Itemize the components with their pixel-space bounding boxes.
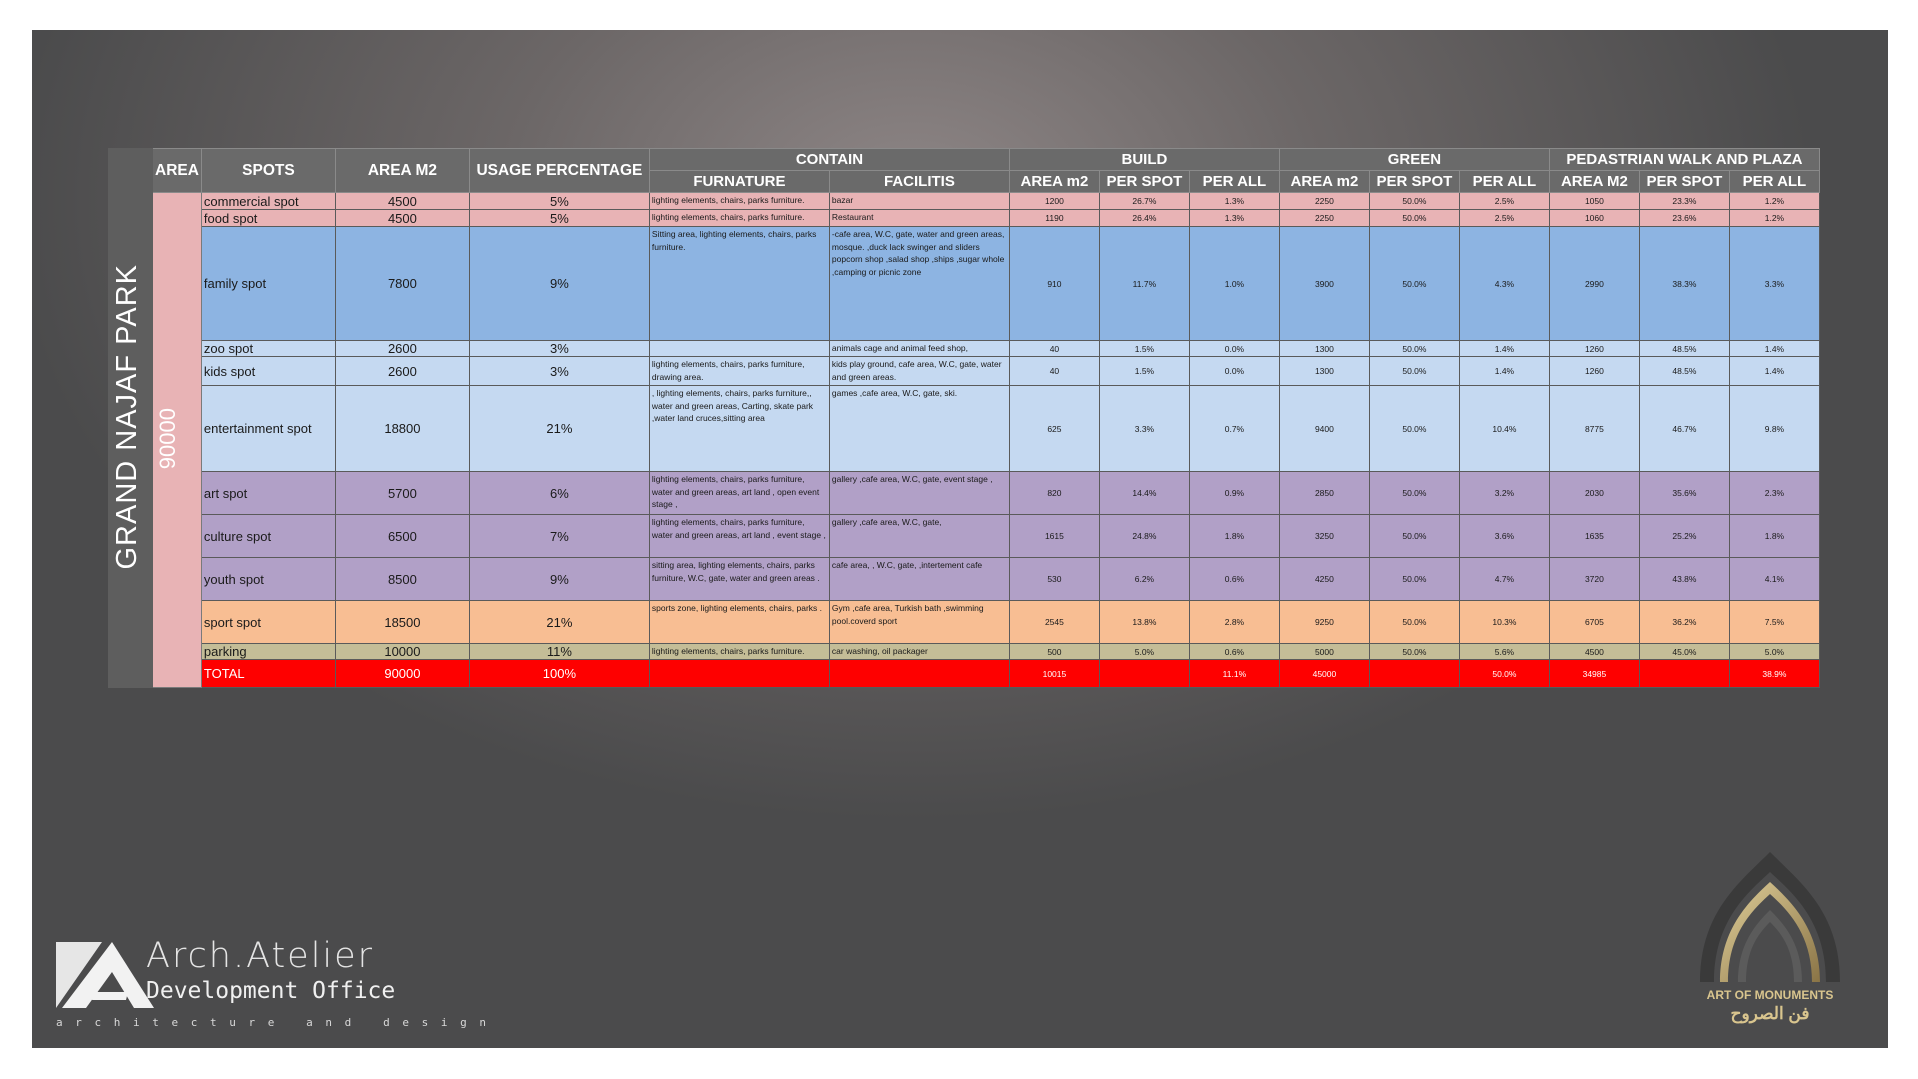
spot-area: 7800: [335, 227, 469, 341]
facilitis-cell: bazar: [829, 193, 1009, 210]
logo-line3: a r c h i t e c t u r e a n d d e s i g n: [56, 1016, 490, 1029]
build-area: 40: [1009, 357, 1099, 386]
green-per-all: 1.4%: [1459, 357, 1549, 386]
build-per-all: 1.3%: [1189, 210, 1279, 227]
spot-name: zoo spot: [201, 341, 335, 357]
furnature-cell: lighting elements, chairs, parks furniture.: [649, 210, 829, 227]
ped-area: 1060: [1549, 210, 1639, 227]
header-spots: SPOTS: [201, 149, 335, 193]
green-per-spot: 50.0%: [1369, 472, 1459, 515]
spot-name: family spot: [201, 227, 335, 341]
green-per-spot: 50.0%: [1369, 644, 1459, 660]
furnature-cell: lighting elements, chairs, parks furniture.: [649, 193, 829, 210]
ped-area: 1050: [1549, 193, 1639, 210]
green-per-all: 10.4%: [1459, 386, 1549, 472]
logo-right-name-en: ART OF MONUMENTS: [1706, 988, 1834, 1002]
build-area: 500: [1009, 644, 1099, 660]
facilitis-cell: kids play ground, cafe area, W.C, gate, water and green areas.: [829, 357, 1009, 386]
logo-right-name-ar: فن الصروح: [1730, 1004, 1810, 1023]
facilitis-cell: gallery ,cafe area, W.C, gate,: [829, 515, 1009, 558]
facilitis-cell: Restaurant: [829, 210, 1009, 227]
header-build-area: AREA m2: [1009, 171, 1099, 193]
build-area: 625: [1009, 386, 1099, 472]
ped-per-spot: 23.3%: [1639, 193, 1729, 210]
spot-name: food spot: [201, 210, 335, 227]
green-per-spot: 50.0%: [1369, 558, 1459, 601]
spot-name: commercial spot: [201, 193, 335, 210]
ped-per-all: 1.4%: [1729, 357, 1819, 386]
furnature-cell: sports zone, lighting elements, chairs, parks .: [649, 601, 829, 644]
green-per-all: 2.5%: [1459, 210, 1549, 227]
build-area: 40: [1009, 341, 1099, 357]
ped-area: 6705: [1549, 601, 1639, 644]
furnature-cell: sitting area, lighting elements, chairs, parks furniture, W.C, gate, water and green areas .: [649, 558, 829, 601]
green-area: 3900: [1279, 227, 1369, 341]
park-name-cell: [109, 149, 153, 688]
usage-percentage: 9%: [469, 558, 649, 601]
park-area-table-container: [108, 148, 1820, 688]
ped-per-all: 1.2%: [1729, 210, 1819, 227]
green-per-all: 1.4%: [1459, 341, 1549, 357]
ped-per-all: 4.1%: [1729, 558, 1819, 601]
spot-name: art spot: [201, 472, 335, 515]
facilitis-cell: games ,cafe area, W.C, gate, ski.: [829, 386, 1009, 472]
green-per-spot: 50.0%: [1369, 515, 1459, 558]
build-area: 530: [1009, 558, 1099, 601]
logo-line2: Development Office: [146, 978, 396, 1004]
furnature-cell: lighting elements, chairs, parks furniture, water and green areas, art land , event stage ,: [649, 515, 829, 558]
build-area: 1190: [1009, 210, 1099, 227]
usage-percentage: 100%: [469, 660, 649, 688]
green-area: 3250: [1279, 515, 1369, 558]
arch-monument-icon: [1690, 852, 1850, 992]
header-ped-per-all: PER ALL: [1729, 171, 1819, 193]
header-facilitis: FACILITIS: [829, 171, 1009, 193]
ped-per-spot: [1639, 660, 1729, 688]
header-row-1: [109, 149, 1820, 171]
green-per-all: 3.2%: [1459, 472, 1549, 515]
spot-name: sport spot: [201, 601, 335, 644]
green-area: 45000: [1279, 660, 1369, 688]
build-per-all: 11.1%: [1189, 660, 1279, 688]
build-area: 1615: [1009, 515, 1099, 558]
build-per-all: 0.0%: [1189, 341, 1279, 357]
green-per-all: 5.6%: [1459, 644, 1549, 660]
build-per-all: 1.0%: [1189, 227, 1279, 341]
build-per-all: 0.7%: [1189, 386, 1279, 472]
ped-area: 8775: [1549, 386, 1639, 472]
build-per-spot: 13.8%: [1099, 601, 1189, 644]
spot-area: 90000: [335, 660, 469, 688]
facilitis-cell: [829, 660, 1009, 688]
build-per-spot: 14.4%: [1099, 472, 1189, 515]
spot-name: TOTAL: [201, 660, 335, 688]
ped-per-all: 38.9%: [1729, 660, 1819, 688]
header-ped-per-spot: PER SPOT: [1639, 171, 1729, 193]
ped-per-all: 9.8%: [1729, 386, 1819, 472]
ped-per-all: 5.0%: [1729, 644, 1819, 660]
header-green-per-spot: PER SPOT: [1369, 171, 1459, 193]
ped-area: 2990: [1549, 227, 1639, 341]
table-row: [109, 515, 1820, 558]
ped-per-spot: 25.2%: [1639, 515, 1729, 558]
green-per-spot: 50.0%: [1369, 227, 1459, 341]
build-per-spot: 5.0%: [1099, 644, 1189, 660]
header-contain: CONTAIN: [649, 149, 1009, 171]
ped-per-all: 2.3%: [1729, 472, 1819, 515]
ped-per-spot: 46.7%: [1639, 386, 1729, 472]
green-per-spot: [1369, 660, 1459, 688]
furnature-cell: lighting elements, chairs, parks furniture, drawing area.: [649, 357, 829, 386]
green-per-all: 2.5%: [1459, 193, 1549, 210]
spot-area: 4500: [335, 210, 469, 227]
header-green-per-all: PER ALL: [1459, 171, 1549, 193]
green-area: 2250: [1279, 210, 1369, 227]
spot-area: 2600: [335, 341, 469, 357]
ped-per-spot: 36.2%: [1639, 601, 1729, 644]
park-area-table: [108, 148, 1820, 688]
header-area-m2: AREA M2: [335, 149, 469, 193]
header-green: GREEN: [1279, 149, 1549, 171]
build-per-spot: 1.5%: [1099, 341, 1189, 357]
usage-percentage: 11%: [469, 644, 649, 660]
table-row: [109, 227, 1820, 341]
usage-percentage: 21%: [469, 386, 649, 472]
build-per-all: 0.6%: [1189, 558, 1279, 601]
header-area: AREA: [153, 149, 202, 193]
area-total-label: 90000: [155, 407, 180, 470]
green-area: 2250: [1279, 193, 1369, 210]
ped-per-spot: 45.0%: [1639, 644, 1729, 660]
spot-area: 4500: [335, 193, 469, 210]
spot-name: entertainment spot: [201, 386, 335, 472]
build-per-all: 2.8%: [1189, 601, 1279, 644]
facilitis-cell: cafe area, , W.C, gate, ,intertement cafe: [829, 558, 1009, 601]
spot-name: culture spot: [201, 515, 335, 558]
build-per-all: 1.8%: [1189, 515, 1279, 558]
ped-per-all: 3.3%: [1729, 227, 1819, 341]
table-row: [109, 193, 1820, 210]
ped-area: 3720: [1549, 558, 1639, 601]
logo-line1: Arch.Atelier: [146, 936, 375, 976]
ped-per-spot: 38.3%: [1639, 227, 1729, 341]
build-per-spot: 24.8%: [1099, 515, 1189, 558]
spot-area: 10000: [335, 644, 469, 660]
ped-area: 1635: [1549, 515, 1639, 558]
green-per-spot: 50.0%: [1369, 357, 1459, 386]
facilitis-cell: gallery ,cafe area, W.C, gate, event stage ,: [829, 472, 1009, 515]
art-of-monuments-logo: [1690, 852, 1850, 1032]
table-row: [109, 472, 1820, 515]
spot-area: 8500: [335, 558, 469, 601]
header-build-per-all: PER ALL: [1189, 171, 1279, 193]
ped-per-all: 1.8%: [1729, 515, 1819, 558]
furnature-cell: [649, 660, 829, 688]
total-row: [109, 660, 1820, 688]
green-per-spot: 50.0%: [1369, 210, 1459, 227]
usage-percentage: 7%: [469, 515, 649, 558]
green-per-all: 50.0%: [1459, 660, 1549, 688]
facilitis-cell: -cafe area, W.C, gate, water and green areas, mosque. ,duck lack swinger and sliders popcorn shop ,salad shop ,ships ,sugar whole ,camping or picnic zone: [829, 227, 1009, 341]
build-per-spot: 11.7%: [1099, 227, 1189, 341]
green-per-all: 4.7%: [1459, 558, 1549, 601]
green-area: 1300: [1279, 357, 1369, 386]
ped-per-spot: 35.6%: [1639, 472, 1729, 515]
usage-percentage: 3%: [469, 341, 649, 357]
spot-area: 6500: [335, 515, 469, 558]
header-ped-area: AREA M2: [1549, 171, 1639, 193]
area-total-cell: [153, 193, 202, 688]
header-furnature: FURNATURE: [649, 171, 829, 193]
ped-per-spot: 23.6%: [1639, 210, 1729, 227]
spot-area: 18500: [335, 601, 469, 644]
build-per-all: 1.3%: [1189, 193, 1279, 210]
build-per-spot: 26.4%: [1099, 210, 1189, 227]
table-row: [109, 558, 1820, 601]
build-area: 2545: [1009, 601, 1099, 644]
arch-atelier-mark-icon: [56, 942, 158, 1008]
header-usage-percentage: USAGE PERCENTAGE: [469, 149, 649, 193]
park-name-label: GRAND NAJAF PARK: [111, 263, 143, 570]
ped-area: 1260: [1549, 341, 1639, 357]
usage-percentage: 5%: [469, 210, 649, 227]
green-area: 9400: [1279, 386, 1369, 472]
ped-area: 34985: [1549, 660, 1639, 688]
usage-percentage: 5%: [469, 193, 649, 210]
ped-area: 4500: [1549, 644, 1639, 660]
ped-per-spot: 48.5%: [1639, 341, 1729, 357]
facilitis-cell: Gym ,cafe area, Turkish bath ,swimming pool.coverd sport: [829, 601, 1009, 644]
usage-percentage: 3%: [469, 357, 649, 386]
furnature-cell: lighting elements, chairs, parks furniture.: [649, 644, 829, 660]
table-row: [109, 644, 1820, 660]
furnature-cell: , lighting elements, chairs, parks furniture,, water and green areas, Carting, skate park ,water land cruces,sitting area: [649, 386, 829, 472]
ped-per-all: 7.5%: [1729, 601, 1819, 644]
build-per-all: 0.6%: [1189, 644, 1279, 660]
build-per-spot: 26.7%: [1099, 193, 1189, 210]
facilitis-cell: car washing, oil packager: [829, 644, 1009, 660]
green-area: 2850: [1279, 472, 1369, 515]
build-area: 10015: [1009, 660, 1099, 688]
green-area: 9250: [1279, 601, 1369, 644]
header-pedestrian: PEDASTRIAN WALK AND PLAZA: [1549, 149, 1819, 171]
ped-per-spot: 43.8%: [1639, 558, 1729, 601]
table-row: [109, 386, 1820, 472]
ped-per-all: 1.2%: [1729, 193, 1819, 210]
header-green-area: AREA m2: [1279, 171, 1369, 193]
ped-area: 2030: [1549, 472, 1639, 515]
green-per-all: 3.6%: [1459, 515, 1549, 558]
build-per-spot: 1.5%: [1099, 357, 1189, 386]
build-per-all: 0.0%: [1189, 357, 1279, 386]
spot-area: 18800: [335, 386, 469, 472]
ped-per-all: 1.4%: [1729, 341, 1819, 357]
furnature-cell: Sitting area, lighting elements, chairs, parks furniture.: [649, 227, 829, 341]
build-per-spot: [1099, 660, 1189, 688]
spot-name: kids spot: [201, 357, 335, 386]
build-area: 910: [1009, 227, 1099, 341]
table-row: [109, 341, 1820, 357]
furnature-cell: [649, 341, 829, 357]
spot-name: youth spot: [201, 558, 335, 601]
green-area: 4250: [1279, 558, 1369, 601]
ped-area: 1260: [1549, 357, 1639, 386]
green-per-all: 10.3%: [1459, 601, 1549, 644]
spot-area: 5700: [335, 472, 469, 515]
header-build: BUILD: [1009, 149, 1279, 171]
green-area: 1300: [1279, 341, 1369, 357]
furnature-cell: lighting elements, chairs, parks furniture, water and green areas, art land , open event stage ,: [649, 472, 829, 515]
spot-area: 2600: [335, 357, 469, 386]
table-row: [109, 210, 1820, 227]
ped-per-spot: 48.5%: [1639, 357, 1729, 386]
green-area: 5000: [1279, 644, 1369, 660]
build-area: 1200: [1009, 193, 1099, 210]
usage-percentage: 9%: [469, 227, 649, 341]
build-per-spot: 6.2%: [1099, 558, 1189, 601]
build-per-all: 0.9%: [1189, 472, 1279, 515]
table-row: [109, 357, 1820, 386]
build-per-spot: 3.3%: [1099, 386, 1189, 472]
header-build-per-spot: PER SPOT: [1099, 171, 1189, 193]
usage-percentage: 6%: [469, 472, 649, 515]
green-per-spot: 50.0%: [1369, 386, 1459, 472]
table-row: [109, 601, 1820, 644]
green-per-all: 4.3%: [1459, 227, 1549, 341]
usage-percentage: 21%: [469, 601, 649, 644]
facilitis-cell: animals cage and animal feed shop,: [829, 341, 1009, 357]
green-per-spot: 50.0%: [1369, 193, 1459, 210]
build-area: 820: [1009, 472, 1099, 515]
green-per-spot: 50.0%: [1369, 601, 1459, 644]
spot-name: parking: [201, 644, 335, 660]
green-per-spot: 50.0%: [1369, 341, 1459, 357]
